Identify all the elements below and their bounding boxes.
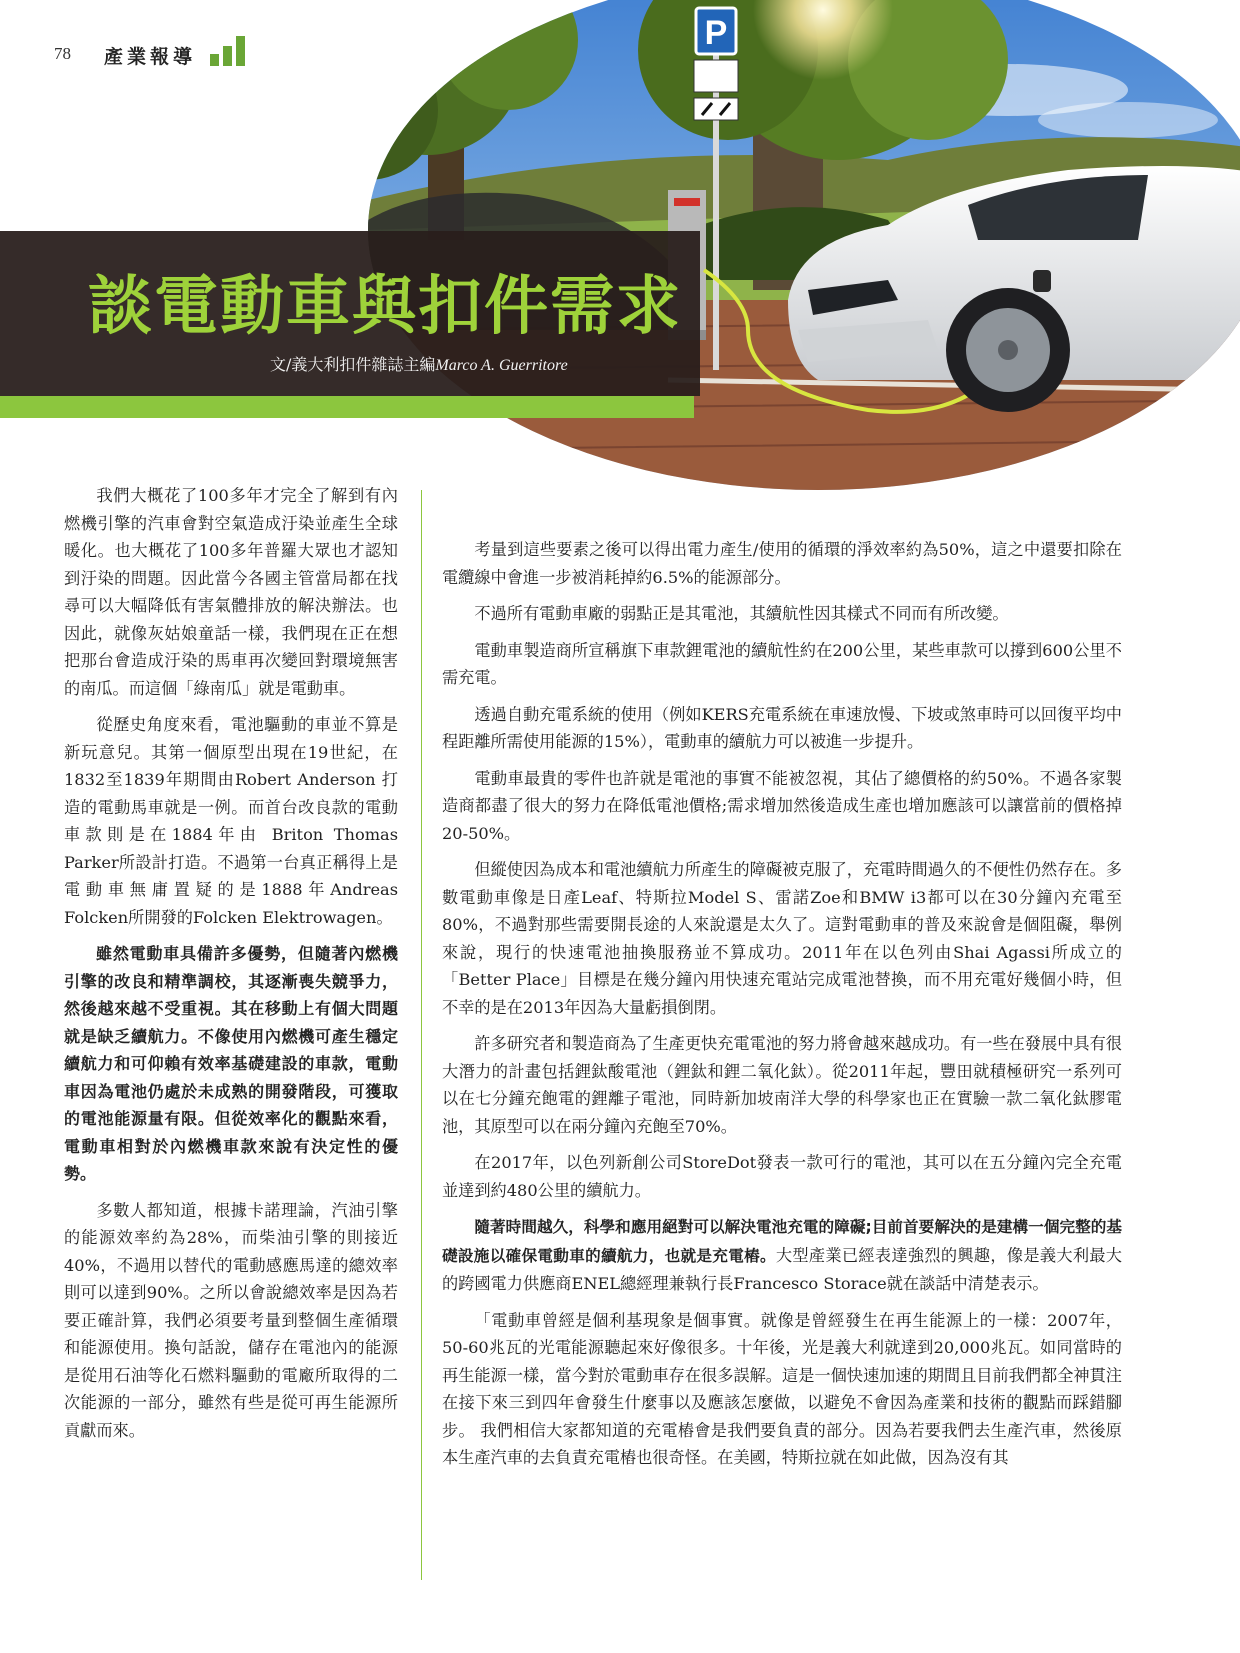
paragraph: 電動車製造商所宣稱旗下車款鋰電池的續航性約在200公里，某些車款可以撐到600公里不需充電。 <box>442 640 1122 687</box>
left-column <box>64 482 398 1453</box>
paragraph <box>442 1213 1122 1298</box>
paragraph: 考量到這些要素之後可以得出電力產生/使用的循環的淨效率約為50%，這之中還要扣除在電纜線中會進一步被消耗掉約6.5%的能源部分。 <box>442 540 1122 587</box>
byline <box>270 352 568 375</box>
highlight-paragraph: 雖然電動車具備許多優勢，但隨著內燃機引擎的改良和精準調校，其逐漸喪失競爭力，然後越來越不受重視。其在移動上有個大問題就是缺乏續航力。不像使用內燃機可產生穩定續航力和可仰賴有效率基礎建設的車款，電動車因為電池仍處於未成熟的開發階段，可獲取的電池能源量有限。但從效率化的觀點來看，電動車相對於內燃機車款來說有決定性的優勢。 <box>64 944 398 1183</box>
quote-paragraph: 「電動車曾經是個利基現象是個事實。就像是曾經發生在再生能源上的一樣：2007年，50-60兆瓦的光電能源聽起來好像很多。十年後，光是義大利就達到20,000兆瓦。如同當時的再生能源一樣，當今對於電動車存在很多誤解。這是一個快速加速的期間且目前我們都全神貫注在接下來三到四年會發生什麼事以及應該怎麼做，以避免不會因為產業和技術的觀點而踩錯腳步。 我們相信大家都知道的充電樁會是我們要負責的部分。因為若要我們去生產汽車，然後原本生產汽車的去負責充電樁也很奇怪。在美國，特斯拉就在如此做，因為沒有其 <box>442 1310 1122 1467</box>
paragraph: 但縱使因為成本和電池續航力所產生的障礙被克服了，充電時間過久的不便性仍然存在。多數電動車像是日產Leaf、特斯拉Model S、雷諾Zoe和BMW i3都可以在30分鐘內充電至80%，不過對那些需要開長途的人來說還是太久了。這對電動車的普及來說會是個阻礙，舉例來說，現行的快速電池抽換服務並不算成功。2011年在以色列由Shai Agassi所成立的「Better Place」目標是在幾分鐘內用快速充電站完成電池替換，而不用充電好幾個小時，但不幸的是在2013年因為大量虧損倒閉。 <box>442 860 1122 1017</box>
byline-author: Marco A. Guerritore <box>435 357 568 374</box>
right-column <box>442 536 1122 1481</box>
parking-sign-letter: P <box>704 14 728 52</box>
paragraph: 我們大概花了100多年才完全了解到有內燃機引擎的汽車會對空氣造成汙染並產生全球暖化。也大概花了100多年普羅大眾也才認知到汙染的問題。因此當今各國主管當局都在找尋可以大幅降低有害氣體排放的解決辦法。也因此，就像灰姑娘童話一樣，我們現在正在想把那台會造成汙染的馬車再次變回對環境無害的南瓜。而這個「綠南瓜」就是電動車。 <box>64 486 398 698</box>
paragraph: 許多研究者和製造商為了生產更快充電電池的努力將會越來越成功。有一些在發展中具有很大潛力的計畫包括鋰鈦酸電池（鋰鈦和鋰二氧化鈦）。從2011年起，豐田就積極研究一系列可以在七分鐘充飽電的鋰離子電池，同時新加坡南洋大學的科學家也正在實驗一款二氧化鈦膠電池，其原型可以在兩分鐘內充飽至70%。 <box>442 1034 1122 1136</box>
page-number: 78 <box>54 44 71 63</box>
paragraph: 不過所有電動車廠的弱點正是其電池，其續航性因其樣式不同而有所改變。 <box>474 604 1009 623</box>
byline-prefix: 文/義大利扣件雜誌主編 <box>270 355 436 374</box>
title-accent-line <box>0 396 694 418</box>
section-label: 產業報導 <box>104 46 197 68</box>
paragraph-text: 大型產業已經表達強烈的興趣，像是義大利最大的跨國電力供應商ENEL總經理兼執行長Francesco Storace就在談話中清楚表示。 <box>442 1245 1122 1293</box>
highlight-text: 隨著時間越久，科學和應用絕對可以解決電池充電的障礙;目前首要解決的是建構一個完整的基礎設施以確保電動車的續航力，也就是充電樁。 <box>442 1218 1122 1265</box>
paragraph: 透過自動充電系統的使用（例如KERS充電系統在車速放慢、下坡或煞車時可以回復平均中程距離所需使用能源的15%），電動車的續航力可以被進一步提升。 <box>442 704 1122 751</box>
bar-chart-icon <box>210 36 246 66</box>
article-title: 談電動車與扣件需求 <box>88 269 682 344</box>
column-divider <box>421 490 422 1580</box>
paragraph: 在2017年，以色列新創公司StoreDot發表一款可行的電池，其可以在五分鐘內完全充電並達到約480公里的續航力。 <box>442 1153 1122 1200</box>
paragraph: 多數人都知道，根據卡諾理論，汽油引擎的能源效率約為28%，而柴油引擎的則接近40%，不過用以替代的電動感應馬達的總效率則可以達到90%。之所以會說總效率是因為若要正確計算，我們必須要考量到整個生產循環和能源使用。換句話說，儲存在電池內的能源是從用石油等化石燃料驅動的電廠所取得的二次能源的一部分，雖然有些是從可再生能源所貢獻而來。 <box>64 1200 398 1440</box>
paragraph: 從歷史角度來看，電池驅動的車並不算是新玩意兒。其第一個原型出現在19世紀，在1832至1839年期間由Robert Anderson 打造的電動馬車就是一例。而首台改良款的電動車款則是在1884年由 Briton Thomas Parker所設計打造。不過第一台真正稱得上是電動車無庸置疑的是1888年Andreas Folcken所開發的Folcken Elektrowagen。 <box>64 715 398 927</box>
paragraph: 電動車最貴的零件也許就是電池的事實不能被忽視，其佔了總價格的約50%。不過各家製造商都盡了很大的努力在降低電池價格;需求增加然後造成生產也增加應該可以讓當前的價格掉20-50%。 <box>442 768 1122 843</box>
